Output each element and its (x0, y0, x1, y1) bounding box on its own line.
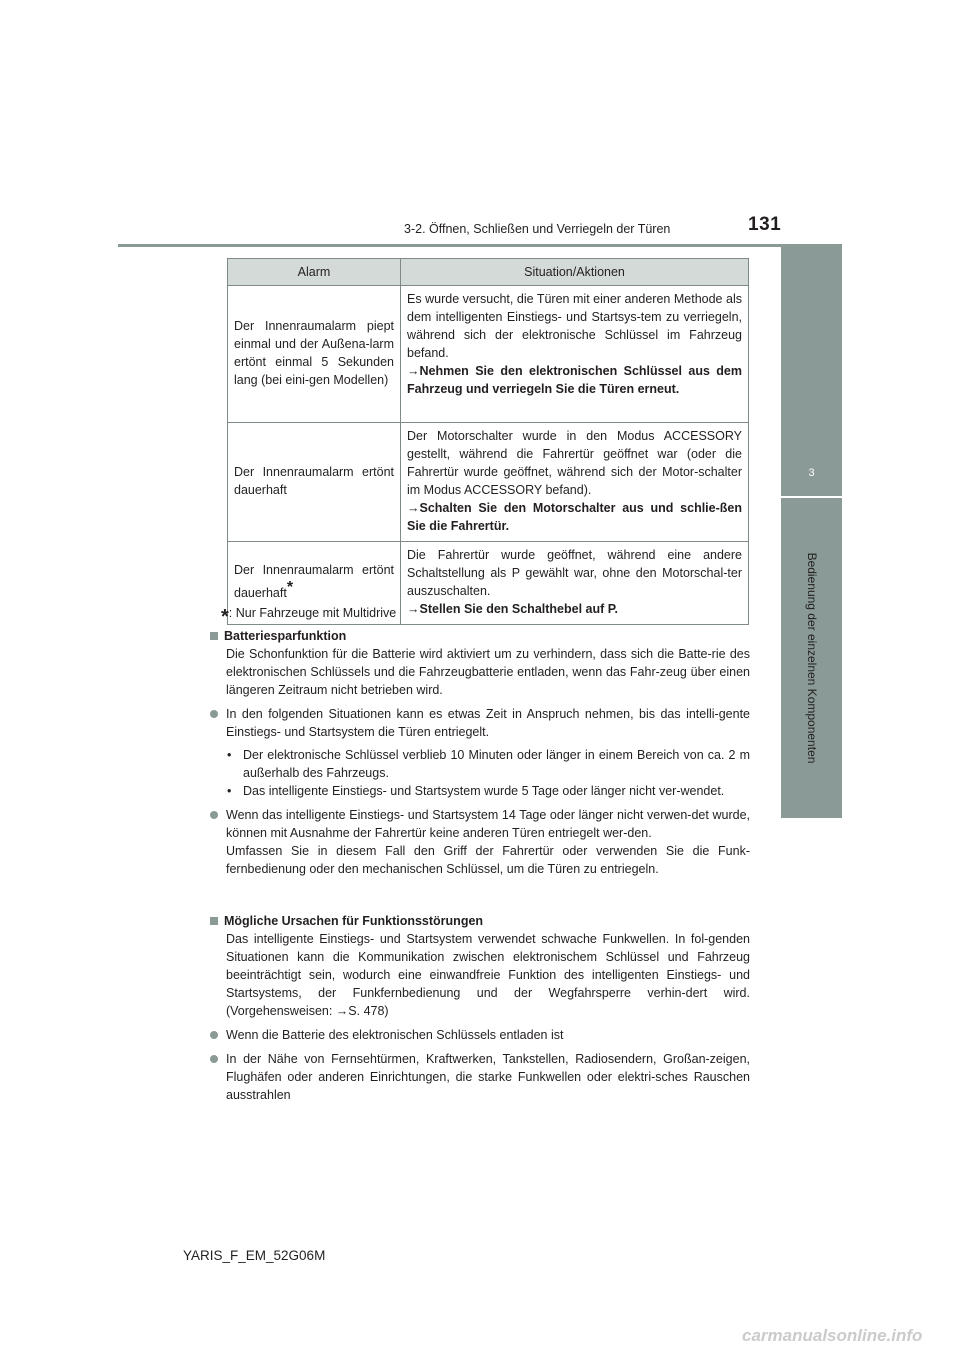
watermark[interactable]: carmanualsonline.info (742, 1326, 923, 1345)
battery-heading (210, 627, 750, 645)
footnote-star: * (221, 606, 229, 628)
situation-text: Die Fahrertür wurde geöffnet, während eine andere Schaltstellung als P gewählt war, ohne den Motorschal-ter auszuschalten. (407, 548, 742, 598)
square-bullet-icon (210, 632, 218, 640)
sub-bullet-icon: • (227, 784, 232, 798)
bullet-continuation: Umfassen Sie in diesem Fall den Griff der Fahrertür oder verwenden Sie die Funk-fernbedienung oder den mechanischen Schlüssel, um die Türen zu entriegeln. (226, 844, 750, 876)
situation-text: Der Motorschalter wurde in den Modus ACCESSORY gestellt, während die Fahrertür geöffnet war (oder die Fahrertür wurde geöffnet, während sich der Motor-schalter im Modus ACCESSORY befand). (407, 429, 742, 497)
bullet-text: Wenn die Batterie des elektronischen Schlüssels entladen ist (226, 1028, 564, 1042)
causes-text: Das intelligente Einstiegs- und Startsystem verwendet schwache Funkwellen. In fol-genden Situationen kann die Kommunikation zwischen elektronischem Schlüssel und Fahrzeug beeinträchtigt sein, wodurch eine einwandfreie Funktion des intelligenten Einstiegs- und Startsystems, der Funkfernbedienung und der Wegfahrsperre verhin-dert wird. (Vorgehensweisen: →S. 478) (226, 932, 750, 1018)
header-alarm: Alarm (228, 259, 401, 286)
alarm-cell: Der Innenraumalarm piept einmal und der Außena-larm ertönt einmal 5 Sekunden lang (bei eini-gen Modellen) (228, 286, 401, 423)
header-situation: Situation/Aktionen (401, 259, 749, 286)
alarm-table (227, 258, 749, 625)
arrow-glyph: → (407, 602, 420, 616)
battery-heading-text: Batteriesparfunktion (224, 629, 347, 643)
list-item (210, 782, 750, 800)
footnote-mark: * (286, 579, 294, 597)
list-item (210, 746, 750, 782)
list-item (210, 1026, 750, 1044)
table-header-row (228, 259, 749, 286)
alarm-cell: Der Innenraumalarm ertönt dauerhaft (228, 423, 401, 542)
situation-text: Es wurde versucht, die Türen mit einer anderen Methode als dem intelligenten Einstiegs- und Startsys-tem zu verriegeln, während sich der elektronische Schlüssel im Fahrzeug befand. (407, 292, 742, 360)
sub-text: Der elektronische Schlüssel verblieb 10 Minuten oder länger in einem Bereich von ca. 2 m außerhalb des Fahrzeugs. (243, 748, 750, 780)
situation-cell (401, 423, 749, 542)
bullet-text: In den folgenden Situationen kann es etwas Zeit in Anspruch nehmen, bis das intelli-gente Einstiegs- und Startsystem die Türen entriegelt. (226, 707, 750, 739)
battery-text: Die Schonfunktion für die Batterie wird aktiviert um zu verhindern, dass sich die Batte-rie des elektronischen Schlüssels und die Fahrzeugbatterie entladen, wenn das Fahr-zeug über einen längeren Zeitraum nicht betrieben wird. (226, 647, 750, 697)
chapter-tab[interactable] (781, 245, 842, 496)
bullet-dot-icon (210, 1031, 218, 1039)
chapter-label-tab (781, 498, 842, 818)
arrow-glyph: → (407, 364, 420, 378)
header-section-title: 3-2. Öffnen, Schließen und Verriegeln der Türen (404, 222, 671, 236)
table-row (228, 286, 749, 423)
battery-section (210, 627, 750, 878)
square-bullet-icon (210, 917, 218, 925)
document-code: YARIS_F_EM_52G06M (183, 1248, 326, 1263)
bullet-text: In der Nähe von Fernsehtürmen, Kraftwerken, Tankstellen, Radiosendern, Großan-zeigen, Flughäfen oder anderen Einrichtungen, die starke Funkwellen oder elektri-sches Rauschen ausstrahlen (226, 1052, 750, 1102)
table-row (228, 423, 749, 542)
list-item (210, 705, 750, 741)
footnote-text: : Nur Fahrzeuge mit Multidrive (228, 606, 397, 620)
causes-heading-text: Mögliche Ursachen für Funktionsstörungen (224, 914, 484, 928)
bullet-dot-icon (210, 1055, 218, 1063)
bullet-dot-icon (210, 710, 218, 718)
page-number: 131 (748, 214, 782, 235)
causes-heading (210, 912, 750, 930)
action-text: Nehmen Sie den elektronischen Schlüssel aus dem Fahrzeug und verriegeln Sie die Türen erneut. (407, 364, 742, 396)
situation-cell (401, 542, 749, 625)
causes-section (210, 912, 750, 1104)
sub-bullet-icon: • (227, 748, 232, 762)
chapter-number: 3 (808, 467, 815, 479)
chapter-label: Bedienung der einzelnen Komponenten (804, 552, 819, 764)
arrow-glyph: → (407, 501, 420, 515)
header-rule (118, 244, 842, 247)
bullet-dot-icon (210, 811, 218, 819)
bullet-text: Wenn das intelligente Einstiegs- und Startsystem 14 Tage oder länger nicht verwen-det wurde, können mit Ausnahme der Fahrertür keine anderen Türen entriegelt wer-den. (226, 808, 750, 840)
action-text: Stellen Sie den Schalthebel auf P. (419, 602, 618, 616)
sub-text: Das intelligente Einstiegs- und Startsystem wurde 5 Tage oder länger nicht ver-wendet. (243, 784, 725, 798)
list-item (210, 1050, 750, 1104)
alarm-text: Der Innenraumalarm ertönt dauerhaft (234, 563, 394, 601)
action-text: Schalten Sie den Motorschalter aus und schlie-ßen Sie die Fahrertür. (407, 501, 742, 533)
list-item (210, 806, 750, 842)
situation-cell (401, 286, 749, 423)
footnote (221, 600, 397, 628)
